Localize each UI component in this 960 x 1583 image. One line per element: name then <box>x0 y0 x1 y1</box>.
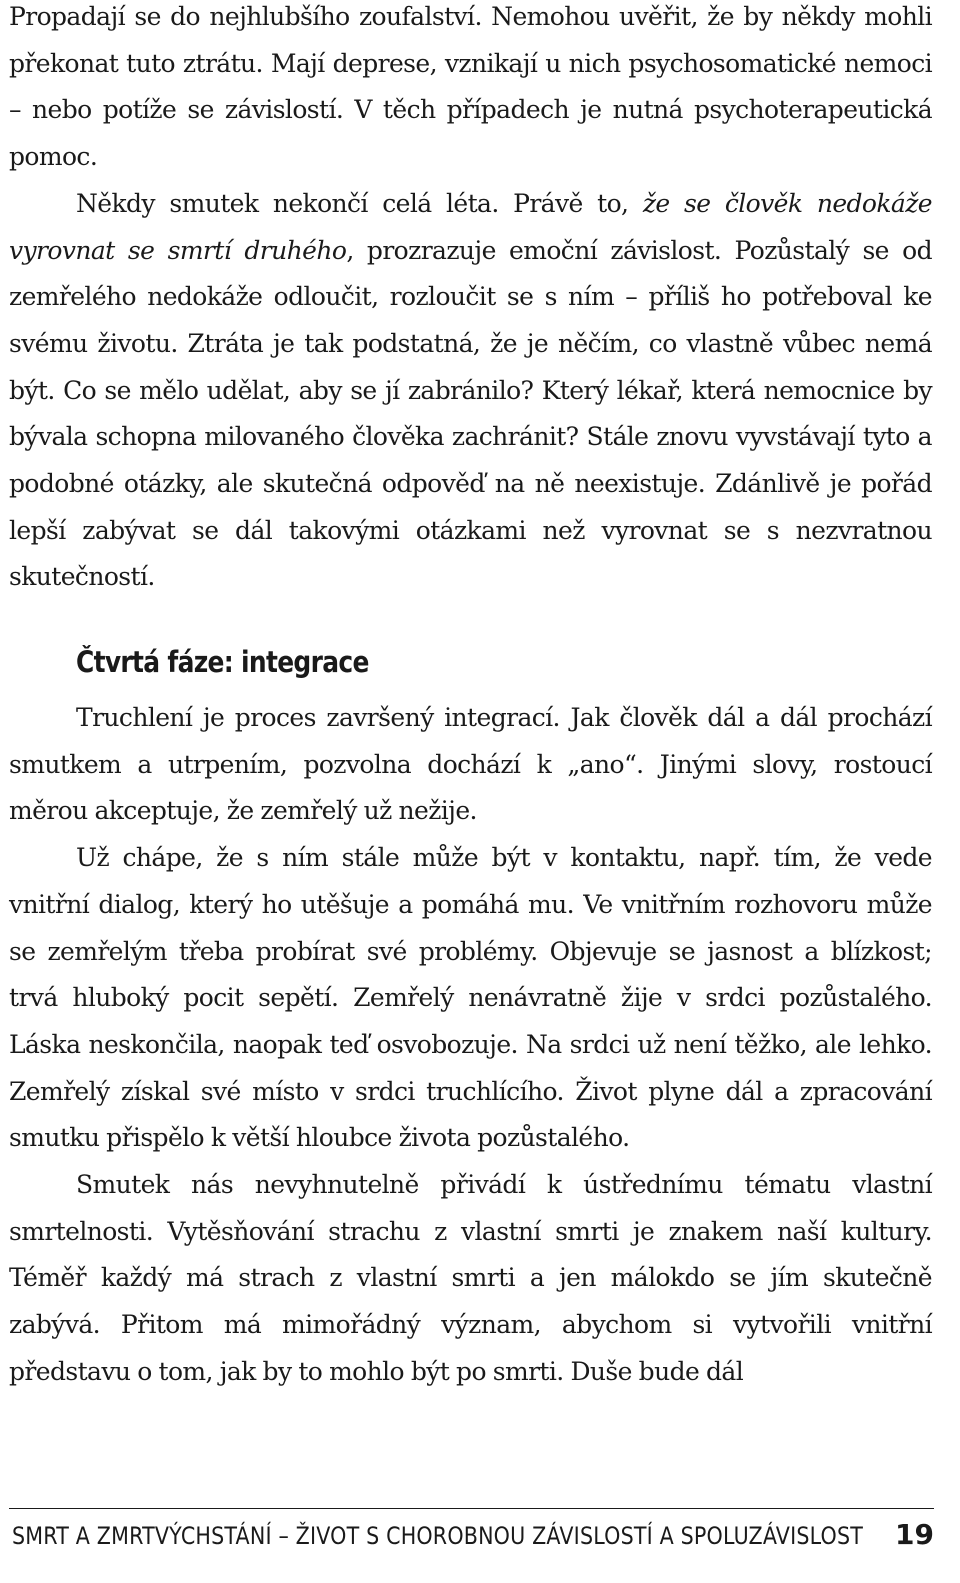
paragraph: Truchlení je proces završený integrací. Jak člověk dál a dál prochází smutkem a utrpením, pozvolna dochází k „ano“. Jinými slovy, rostoucí měrou akceptuje, že zemřelý už nežije. <box>9 703 932 826</box>
paragraph-text: Propadají se do nejhlubšího zoufalství. Nemohou uvěřit, že by někdy mohli překonat tuto ztrátu. Mají deprese, vznikají u nich psychosomatické nemoci – nebo potíže se závislostí. V těch případech je nutná psychoterapeutická pomoc. <box>9 2 932 172</box>
paragraph: Už chápe, že s ním stále může být v kontaktu, např. tím, že vede vnitřní dialog, který ho utěšuje a pomáhá mu. Ve vnitřním rozhovoru může se zemřelým třeba probírat své problémy. Objevuje se jasnost a blízkost; trvá hluboký pocit sepětí. Zemřelý nenávratně žije v srdci pozůstalého. Láska neskončila, naopak teď osvobozuje. Na srdci už není těžko, ale lehko. Zemřelý získal své místo v srdci truchlícího. Život plyne dál a zpracování smutku přispělo k větší hloubce života pozůstalého. <box>9 843 932 1153</box>
paragraph-text: , prozrazuje emoční závislost. Pozůstalý se od zemřelého nedokáže odloučit, rozloučit se s ním – příliš ho potřeboval ke svému životu. Ztráta je tak podstatná, že je něčím, co vlastně vůbec nemá být. Co se mělo udělat, aby se jí zabránilo? Který lékař, která nemocnice by bývala schopna milovaného člověka zachránit? Stále znovu vyvstávají tyto a podobné otázky, ale skutečná odpověď na ně neexistuje. Zdánlivě je pořád lepší zabývat se dál takovými otázkami než vyrovnat se s nezvratnou skutečností. <box>9 235 932 592</box>
page-number: 19 <box>895 1518 934 1551</box>
paragraph: Smutek nás nevyhnutelně přivádí k ústřednímu tématu vlastní smrtelnosti. Vytěsňování strachu z vlastní smrti je znakem naší kultury. Téměř každý má strach z vlastní smrti a jen málokdo se jím skutečně zabývá. Přitom má mimořádný význam, abychom si vytvořili vnitřní představu o tom, jak by to mohlo být po smrti. Duše bude dál <box>9 1170 932 1386</box>
body-text-top <box>9 0 932 601</box>
paragraph-text: Někdy smutek nekončí celá léta. Právě to, <box>76 188 643 218</box>
footer-divider <box>9 1508 934 1509</box>
paragraph <box>9 181 932 601</box>
body-text-bottom <box>9 695 932 1396</box>
running-footer-title: SMRT A ZMRTVÝCHSTÁNÍ – ŽIVOT S CHOROBNOU ZÁVISLOSTÍ A SPOLUZÁVISLOST <box>12 1522 864 1550</box>
paragraph <box>9 0 932 181</box>
italic-emphasis: že se člověk nedokáže vyrovnat se smrtí druhého <box>9 188 932 265</box>
section-heading: Čtvrtá fáze: integrace <box>76 645 369 679</box>
